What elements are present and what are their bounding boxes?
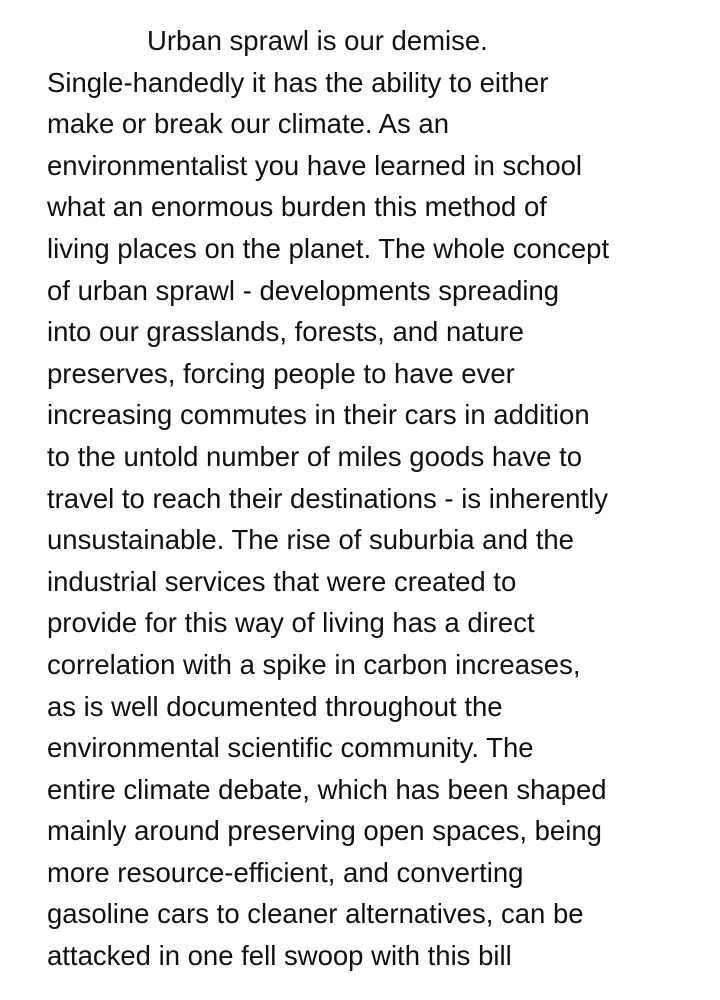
paragraph-line: what an enormous burden this method of	[47, 191, 547, 223]
paragraph-line: gasoline cars to cleaner alternatives, can be	[47, 898, 584, 930]
paragraph-line: industrial services that were created to	[47, 565, 517, 597]
body-paragraph	[47, 20, 707, 977]
paragraph-line: more resource-efficient, and converting	[47, 856, 524, 888]
paragraph-line: into our grasslands, forests, and nature	[47, 316, 524, 348]
paragraph-line: Single-handedly it has the ability to either	[47, 66, 549, 98]
paragraph-line: mainly around preserving open spaces, being	[47, 815, 602, 847]
paragraph-line: unsustainable. The rise of suburbia and the	[47, 524, 574, 556]
paragraph-line: to the untold number of miles goods have to	[47, 440, 583, 472]
paragraph-line: make or break our climate. As an	[47, 108, 449, 140]
paragraph-line: environmentalist you have learned in school	[47, 149, 583, 181]
paragraph-line: entire climate debate, which has been shaped	[47, 773, 607, 805]
paragraph-line: provide for this way of living has a direct	[47, 607, 535, 639]
paragraph-line: Urban sprawl is our demise.	[147, 25, 488, 56]
paragraph-line: travel to reach their destinations - is inherently	[47, 482, 608, 514]
paragraph-line: preserves, forcing people to have ever	[47, 357, 515, 389]
paragraph-line: increasing commutes in their cars in addition	[47, 399, 590, 431]
paragraph-line: attacked in one fell swoop with this bill	[47, 940, 512, 972]
paragraph-line: living places on the planet. The whole concept	[47, 232, 610, 264]
paragraph-line: of urban sprawl - developments spreading	[47, 274, 560, 306]
paragraph-line: environmental scientific community. The	[47, 732, 534, 764]
paragraph-line: correlation with a spike in carbon increases,	[47, 648, 581, 680]
paragraph-line: as is well documented throughout the	[47, 690, 503, 722]
